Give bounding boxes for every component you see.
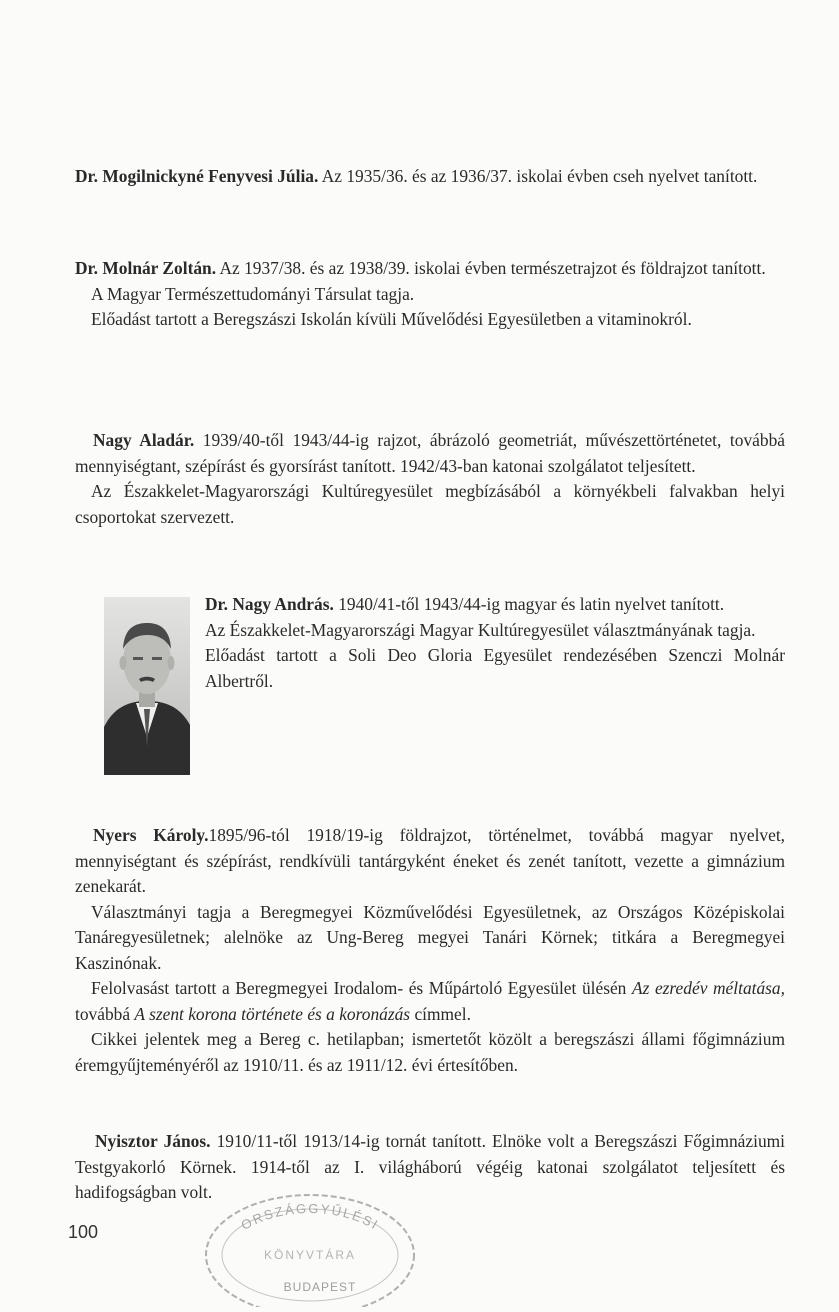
entry-name: Nagy Aladár. xyxy=(93,430,195,450)
entry-name: Dr. Nagy András. xyxy=(205,594,334,614)
entry-paragraph: Dr. Molnár Zoltán. Az 1937/38. és az 1938/39. iskolai évben természetrajzot és földrajzot tanított. xyxy=(75,258,766,278)
entry-name: Dr. Molnár Zoltán. xyxy=(75,258,217,278)
entry-paragraph: Dr. Nagy András. 1940/41-től 1943/44-ig magyar és latin nyelvet tanított. xyxy=(205,594,725,614)
stamp-bottom-text: BUDAPEST xyxy=(283,1280,357,1294)
entry-paragraph: Felolvasást tartott a Beregmegyei Irodalom- és Műpártoló Egyesület ülésén Az ezredév méltatása, továbbá A szent korona története és a koronázás címmel. xyxy=(75,978,785,1024)
entry-mogilnickyne xyxy=(75,164,785,190)
entry-paragraph: Nyers Károly.1895/96-tól 1918/19-ig földrajzot, történelmet, továbbá magyar nyelvet, mennyiségtant és szépírást, rendkívüli tantárgyként éneket és zenét tanított, vezette a gimnázium zenekarát. xyxy=(75,825,785,896)
entry-nyers xyxy=(75,823,785,1078)
entry-name: Nyisztor János. xyxy=(95,1131,211,1151)
stamp-top-text: ORSZÁGGYŰLÉSI xyxy=(238,1200,382,1233)
entry-nyisztor xyxy=(75,1129,785,1206)
stamp-middle-text: KÖNYVTÁRA xyxy=(263,1248,357,1262)
library-stamp xyxy=(196,1187,424,1307)
entry-name: Dr. Mogilnickyné Fenyvesi Júlia. xyxy=(75,166,319,186)
entry-paragraph: Dr. Mogilnickyné Fenyvesi Júlia. Az 1935/36. és az 1936/37. iskolai évben cseh nyelvet tanított. xyxy=(75,166,758,186)
entry-paragraph: Nagy Aladár. 1939/40-től 1943/44-ig rajzot, ábrázoló geometriát, művészettörténetet, továbbá mennyiségtant, szépírást és gyorsírást tanított. 1942/43-ban katonai szolgálatot teljesített. xyxy=(75,430,785,476)
portrait-photo xyxy=(104,597,190,775)
page-number: 100 xyxy=(68,1222,99,1242)
entry-nagy-aladar xyxy=(75,428,785,530)
entry-paragraph: Cikkei jelentek meg a Bereg c. hetilapban; ismertetőt közölt a beregszászi állami főgimnázium éremgyűjteményéről az 1910/11. és az 1911/12. évi értesítőben. xyxy=(75,1029,785,1075)
entry-nagy-andras xyxy=(205,592,785,694)
entry-paragraph: Nyisztor János. 1910/11-től 1913/14-ig tornát tanított. Elnöke volt a Beregszászi Főgimnáziumi Testgyakorló Körnek. 1914-től az I. világháború végéig katonai szolgálatot teljesített és hadifogságban volt. xyxy=(75,1131,785,1202)
entry-paragraph: Az Északkelet-Magyarországi Kultúregyesület megbízásából a környékbeli falvakban helyi csoportokat szervezett. xyxy=(75,481,785,527)
entry-paragraph: Előadást tartott a Soli Deo Gloria Egyesület rendezésében Szenczi Molnár Albertről. xyxy=(205,645,785,691)
entry-paragraph: Előadást tartott a Beregszászi Iskolán kívüli Művelődési Egyesületben a vitaminokról. xyxy=(91,309,692,329)
entry-paragraph: Választmányi tagja a Beregmegyei Közművelődési Egyesületnek, az Országos Középiskolai Tanáregyesületnek; alelnöke az Ung-Bereg megyei Tanári Körnek; titkára a Beregmegyei Kaszinónak. xyxy=(75,901,785,973)
entry-name: Nyers Károly. xyxy=(93,825,209,845)
entry-paragraph: A Magyar Természettudományi Társulat tagja. xyxy=(91,283,415,304)
entry-molnar xyxy=(75,256,785,333)
portrait-illustration xyxy=(104,597,190,775)
entry-paragraph: Az Északkelet-Magyarországi Magyar Kultúregyesület választmányának tagja. xyxy=(205,619,756,640)
